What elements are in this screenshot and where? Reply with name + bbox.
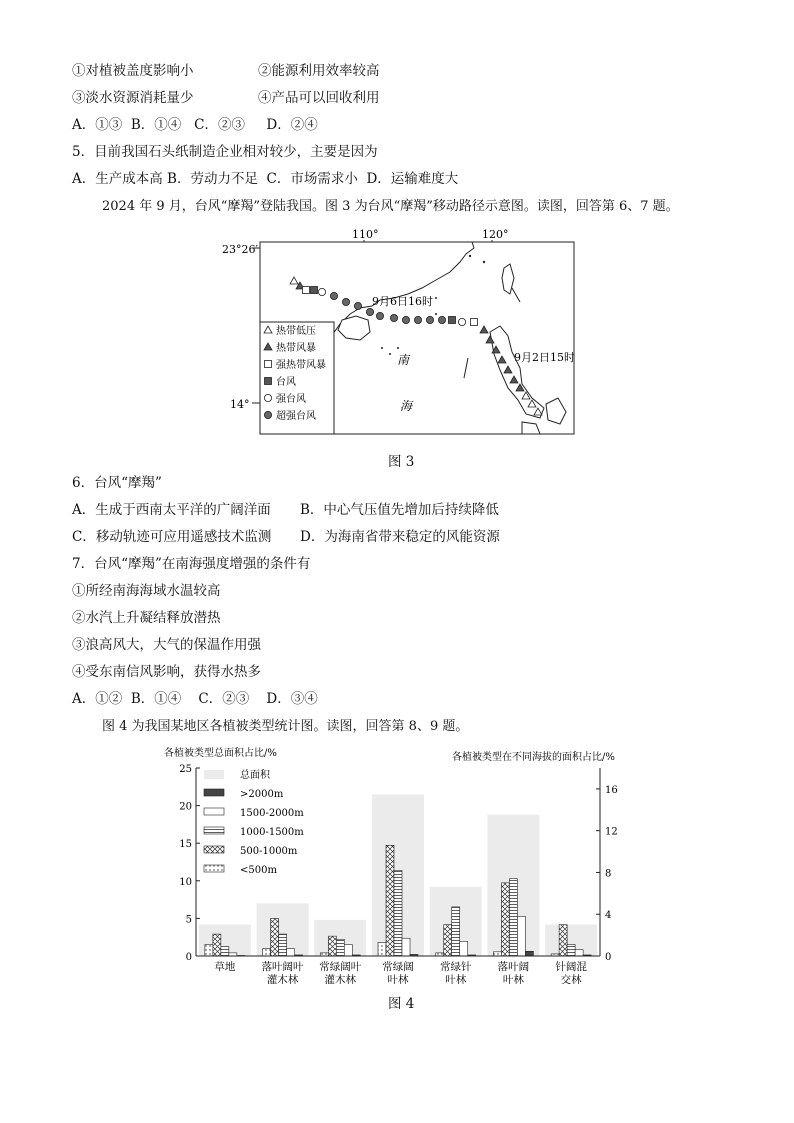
- legend-marker: [264, 394, 271, 401]
- x-tick-label: 灌木林: [266, 974, 299, 984]
- legend-swatch: [204, 789, 224, 796]
- lon-label-left: 110°: [352, 228, 379, 241]
- x-tick-label: 草地: [214, 961, 236, 973]
- series-bar: [394, 870, 402, 956]
- legend-label: 强台风: [276, 394, 306, 405]
- series-bar: [213, 934, 221, 956]
- q7-option-2: ②水汽上升凝结释放潜热: [72, 610, 221, 626]
- x-tick-label: 交林: [560, 974, 582, 984]
- x-tick-label: 常绿阔: [382, 961, 414, 973]
- track-point: [354, 302, 361, 309]
- left-tick-label: 10: [179, 876, 192, 888]
- sea-char-hai: 海: [400, 399, 413, 413]
- legend-label: 总面积: [240, 770, 270, 781]
- q7-option-4: ④受东南信风影响，获得水热多: [72, 664, 261, 680]
- right-tick-label: 8: [605, 868, 612, 880]
- right-tick-label: 12: [605, 826, 618, 838]
- legend-label: 500-1000m: [240, 846, 298, 857]
- left-tick-label: 0: [185, 952, 192, 963]
- track-point: [414, 316, 421, 323]
- series-bar: [517, 916, 525, 956]
- x-tick-label: 叶林: [502, 974, 524, 984]
- q4-choices: A．①③ B．①④ C．②③ D．②④: [72, 117, 318, 133]
- q7-option-1: ①所经南海海域水温较高: [72, 583, 221, 599]
- track-point: [376, 312, 383, 319]
- left-tick-label: 25: [179, 764, 192, 775]
- lat-label-top: 23°26′: [222, 243, 258, 256]
- track-point: [366, 308, 373, 315]
- label-sept6: 9月6日16时: [372, 295, 433, 308]
- series-bar: [263, 949, 271, 956]
- track-point: [303, 287, 310, 294]
- legend-marker: [264, 411, 271, 418]
- lon-label-right: 120°: [482, 228, 509, 241]
- legend-label: 强热带风暴: [276, 360, 326, 371]
- q6-option-c: C．移动轨迹可应用遥感技术监测: [72, 529, 272, 545]
- intro-fig3: 2024 年 9 月，台风“摩羯”登陆我国。图 3 为台风“摩羯”移动路径示意图。读图，回答第 6、7 题。: [102, 199, 679, 214]
- legend-label: 1000-1500m: [240, 827, 304, 838]
- legend-swatch: [204, 808, 224, 815]
- q4-option-1: ①对植被盖度影响小: [72, 63, 194, 79]
- track-point: [458, 318, 465, 325]
- left-axis-title: 各植被类型总面积占比/%: [164, 748, 277, 759]
- series-bar: [221, 947, 229, 956]
- legend-label: 台风: [276, 377, 296, 388]
- q6-option-b: B．中心气压值先增加后持续降低: [300, 502, 499, 518]
- series-bar: [559, 925, 567, 956]
- series-bar: [271, 918, 279, 956]
- fig4-caption: 图 4: [388, 996, 415, 1012]
- typhoon-track-map: [222, 228, 578, 438]
- legend-marker: [265, 361, 272, 368]
- q6-stem: 6．台风“摩羯”: [72, 475, 162, 491]
- track-point: [471, 319, 478, 326]
- q6-options-row1: [72, 501, 499, 519]
- track-point: [318, 288, 325, 295]
- series-bar: [525, 951, 533, 956]
- series-bar: [386, 845, 394, 956]
- series-bar: [575, 950, 583, 956]
- series-bar: [501, 883, 509, 956]
- track-point: [330, 292, 337, 299]
- q4-options-row2: [72, 89, 380, 107]
- label-sept2: 9月2日15时: [514, 351, 575, 364]
- legend-label: 超强台风: [276, 411, 316, 422]
- series-bar: [336, 939, 344, 956]
- series-bar: [493, 952, 501, 956]
- q4-option-2: ②能源利用效率较高: [258, 63, 380, 79]
- q7-choices: A．①② B．①④ C．②③ D．③④: [72, 691, 318, 707]
- intro-fig4: 图 4 为我国某地区各植被类型统计图。读图，回答第 8、9 题。: [102, 719, 469, 734]
- left-tick-label: 20: [179, 801, 192, 813]
- track-point: [449, 317, 456, 324]
- track-point: [402, 316, 409, 323]
- legend-swatch: [204, 770, 224, 779]
- series-bar: [328, 936, 336, 956]
- legend-swatch: [204, 827, 224, 834]
- q4-option-4: ④产品可以回收利用: [258, 90, 380, 106]
- series-bar: [402, 938, 410, 956]
- fig3-caption: 图 3: [388, 454, 415, 470]
- vegetation-chart: [160, 744, 640, 984]
- right-tick-label: 4: [605, 910, 612, 922]
- legend-label: 1500-2000m: [240, 808, 304, 819]
- x-tick-label: 常绿阔叶: [319, 961, 362, 973]
- series-bar: [279, 934, 287, 956]
- left-tick-label: 5: [185, 914, 192, 926]
- q5-choices: A．生产成本高 B．劳动力不足 C．市场需求小 D．运输难度大: [72, 171, 459, 187]
- q6-options-row2: [72, 528, 500, 546]
- series-bar: [444, 925, 452, 956]
- series-bar: [452, 907, 460, 956]
- x-tick-label: 落叶阔叶: [261, 961, 304, 973]
- legend-swatch: [204, 865, 224, 872]
- series-bar: [287, 949, 295, 956]
- track-point: [426, 316, 433, 323]
- sea-char-nan: 南: [397, 353, 410, 367]
- q6-option-d: D．为海南省带来稳定的风能资源: [300, 529, 500, 545]
- track-point: [390, 314, 397, 321]
- q4-option-3: ③淡水资源消耗量少: [72, 90, 194, 106]
- right-axis-title: 各植被类型在不同海拔的面积占比/%: [452, 752, 615, 763]
- legend-swatch: [204, 846, 224, 853]
- legend-label: 热带低压: [276, 326, 316, 337]
- track-point: [342, 298, 349, 305]
- x-tick-label: 叶林: [445, 974, 467, 984]
- x-tick-label: 常绿针: [439, 961, 472, 973]
- track-point: [311, 287, 318, 294]
- x-tick-label: 灌木林: [324, 974, 357, 984]
- left-tick-label: 15: [179, 839, 192, 851]
- legend-label: 热带风暴: [276, 343, 316, 354]
- series-bar: [460, 941, 468, 956]
- right-tick-label: 16: [605, 784, 618, 796]
- right-tick-label: 0: [605, 952, 612, 963]
- q6-option-a: A．生成于西南太平洋的广阔洋面: [72, 502, 271, 518]
- lat-label-bottom: 14°: [230, 398, 250, 411]
- series-bar: [378, 942, 386, 956]
- q4-options-row1: [72, 62, 380, 80]
- q7-option-3: ③浪高风大，大气的保温作用强: [72, 637, 261, 653]
- q7-stem: 7．台风“摩羯”在南海强度增强的条件有: [72, 556, 311, 572]
- legend-label: >2000m: [240, 789, 284, 800]
- x-tick-label: 针阔混: [555, 961, 587, 973]
- x-tick-label: 叶林: [387, 974, 409, 984]
- legend-marker: [265, 378, 272, 385]
- legend-label: <500m: [240, 865, 277, 876]
- series-bar: [509, 879, 517, 956]
- q5-stem: 5．目前我国石头纸制造企业相对较少，主要是因为: [72, 144, 378, 160]
- track-point: [438, 316, 445, 323]
- x-tick-label: 落叶阔: [497, 961, 530, 973]
- series-bar: [205, 945, 213, 956]
- series-bar: [344, 945, 352, 956]
- series-bar: [567, 945, 575, 956]
